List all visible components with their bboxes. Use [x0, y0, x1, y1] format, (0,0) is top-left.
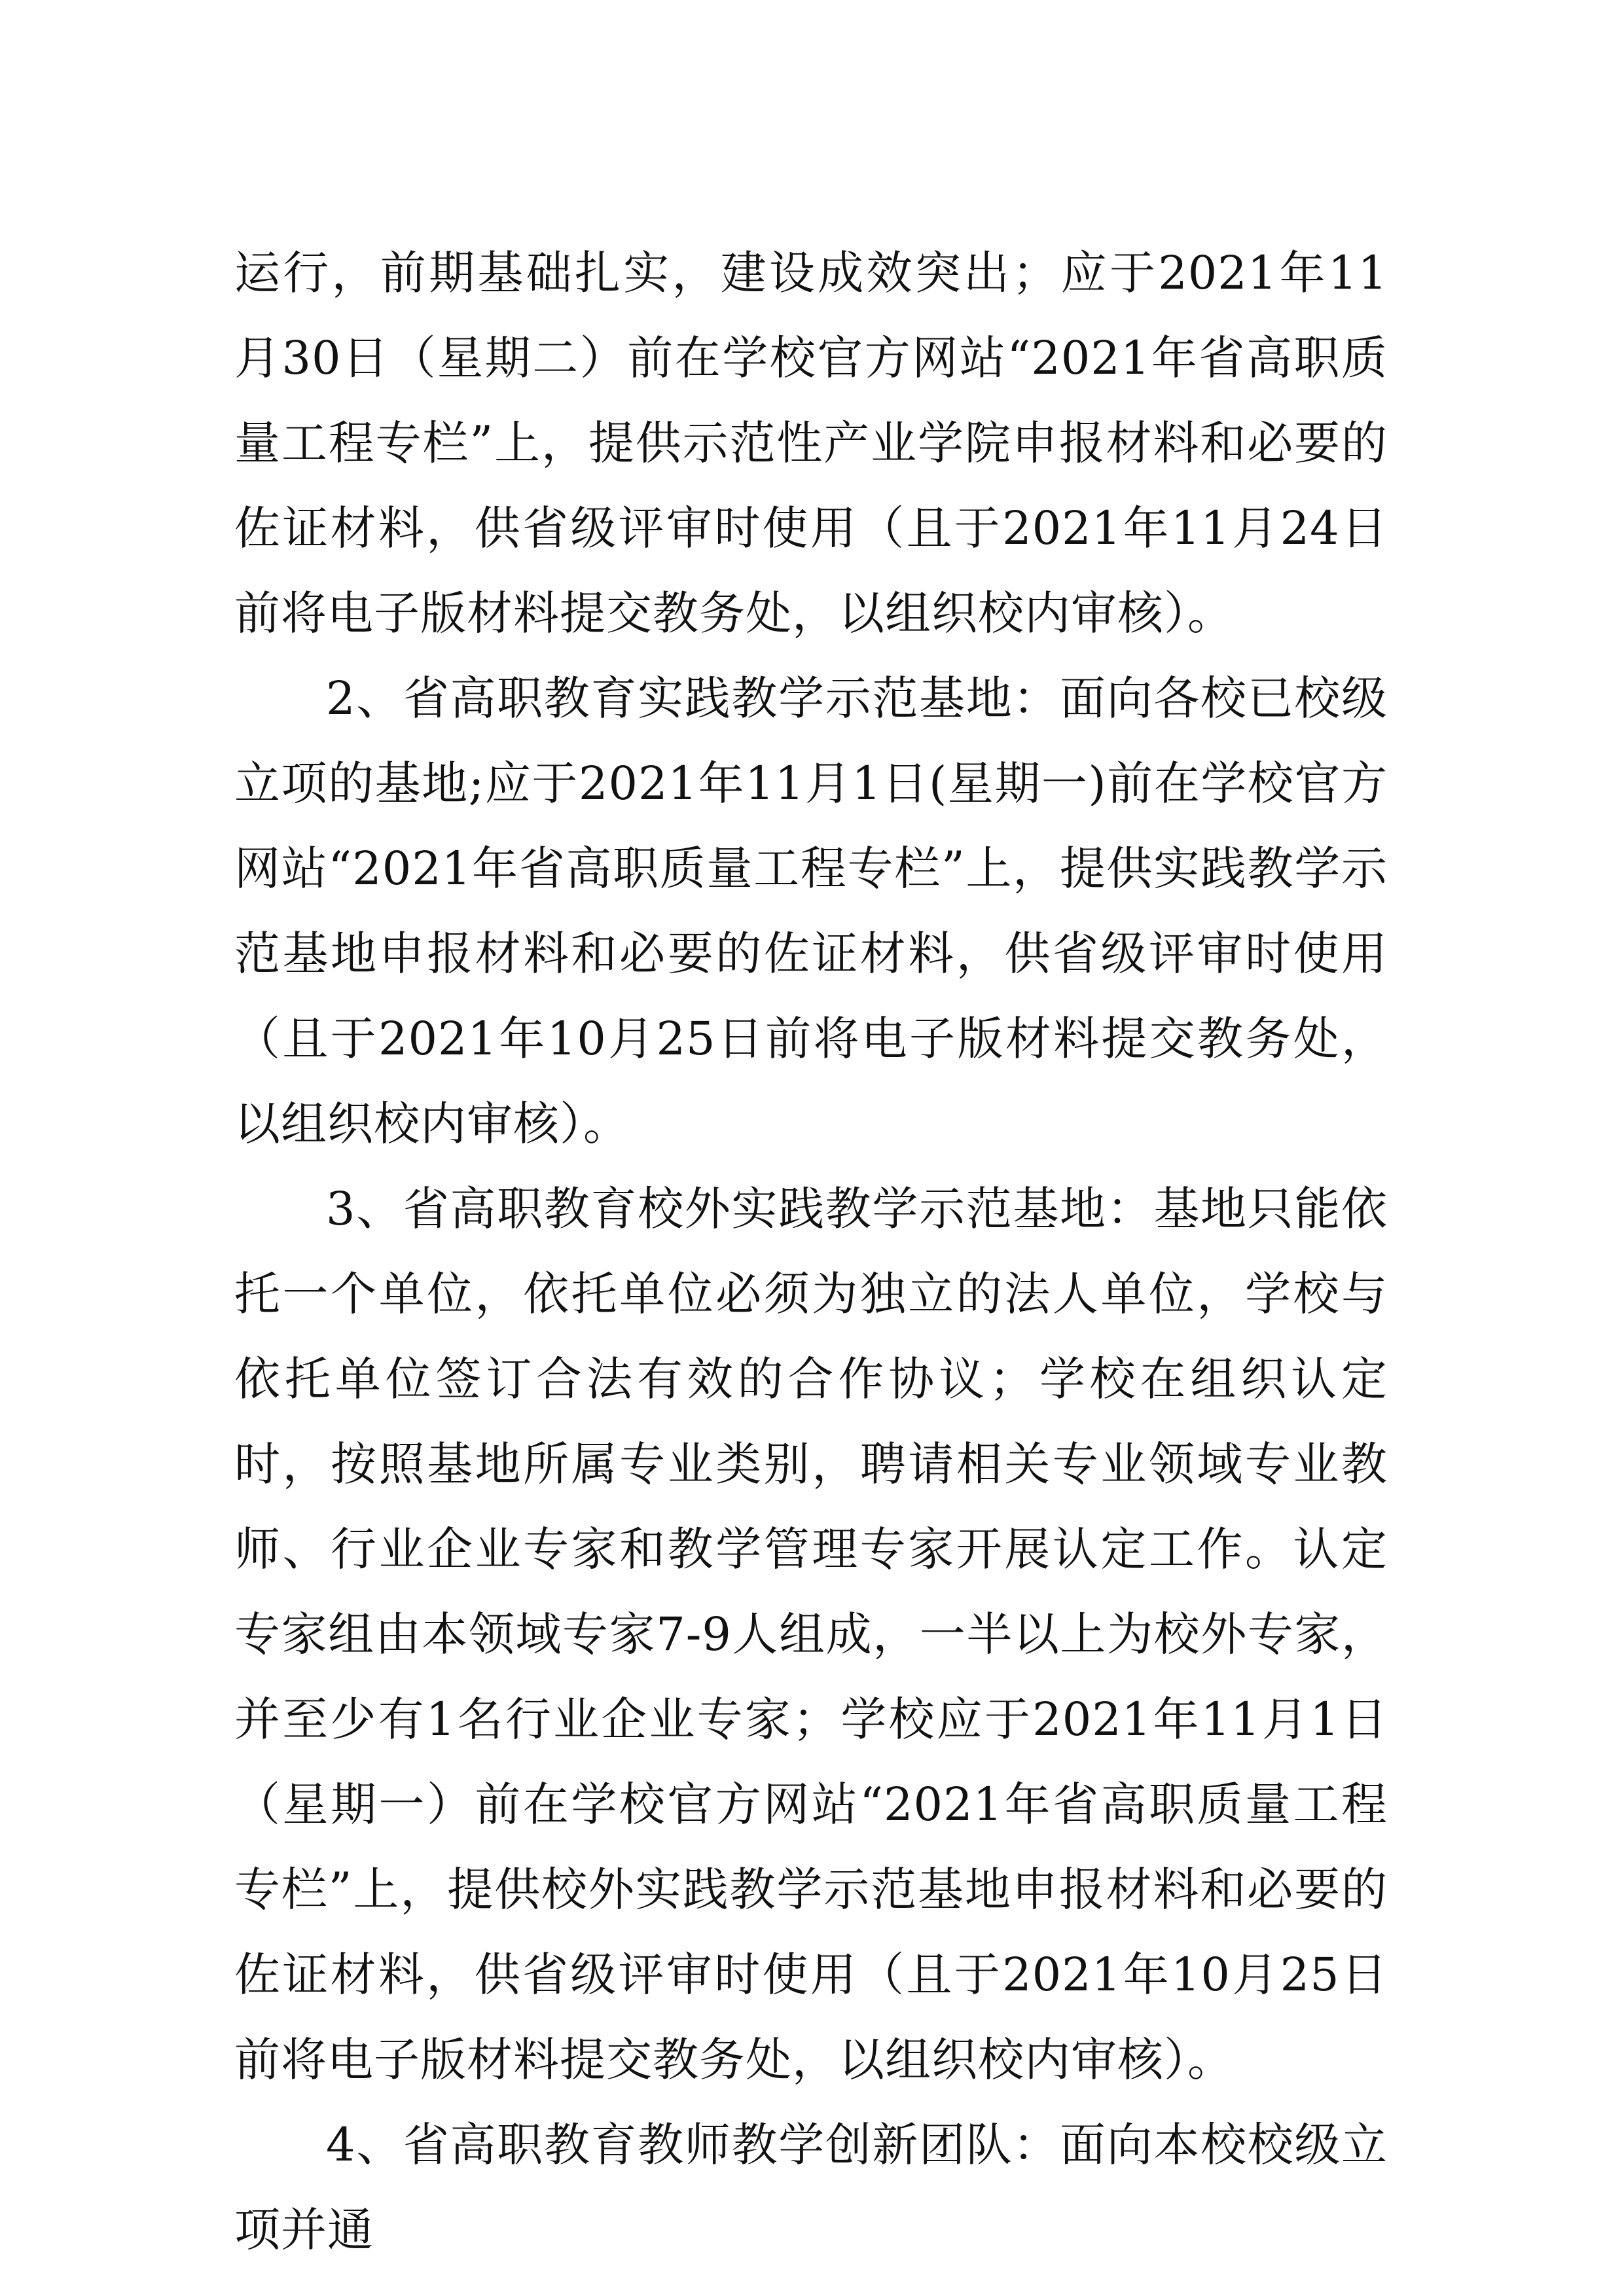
paragraph-item-3-external-practice-base: 3、省高职教育校外实践教学示范基地：基地只能依托一个单位，依托单位必须为独立的法人单位，学校与依托单位签订合法有效的合作协议；学校在组织认定时，按照基地所属专业类别，聘请相关专业领域专业教师、行业企业专家和教学管理专家开展认定工作。认定专家组由本领域专家7-9人组成，一半以上为校外专家，并至少有1名行业企业专家；学校应于2021年11月1日（星期一）前在学校官方网站“2021年省高职质量工程专栏”上，提供校外实践教学示范基地申报材料和必要的佐证材料，供省级评审时使用（且于2021年10月25日前将电子版材料提交教务处，以组织校内审核）。	[234, 1182, 1388, 2087]
paragraph-item-2-practice-base: 2、省高职教育实践教学示范基地：面向各校已校级立项的基地;应于2021年11月1日(星期一)前在学校官方网站“2021年省高职质量工程专栏”上，提供实践教学示范基地申报材料和必要的佐证材料，供省级评审时使用（且于2021年10月25日前将电子版材料提交教务处，以组织校内审核）。	[234, 672, 1388, 1151]
document-body	[234, 230, 1388, 2272]
paragraph-continuation: 运行，前期基础扎实，建设成效突出；应于2021年11月30日（星期二）前在学校官方网站“2021年省高职质量工程专栏”上，提供示范性产业学院申报材料和必要的佐证材料，供省级评审时使用（且于2021年11月24日前将电子版材料提交教务处，以组织校内审核）。	[234, 246, 1388, 640]
paragraph-item-4-teaching-team: 4、省高职教育教师教学创新团队：面向本校校级立项并通	[234, 2118, 1388, 2257]
